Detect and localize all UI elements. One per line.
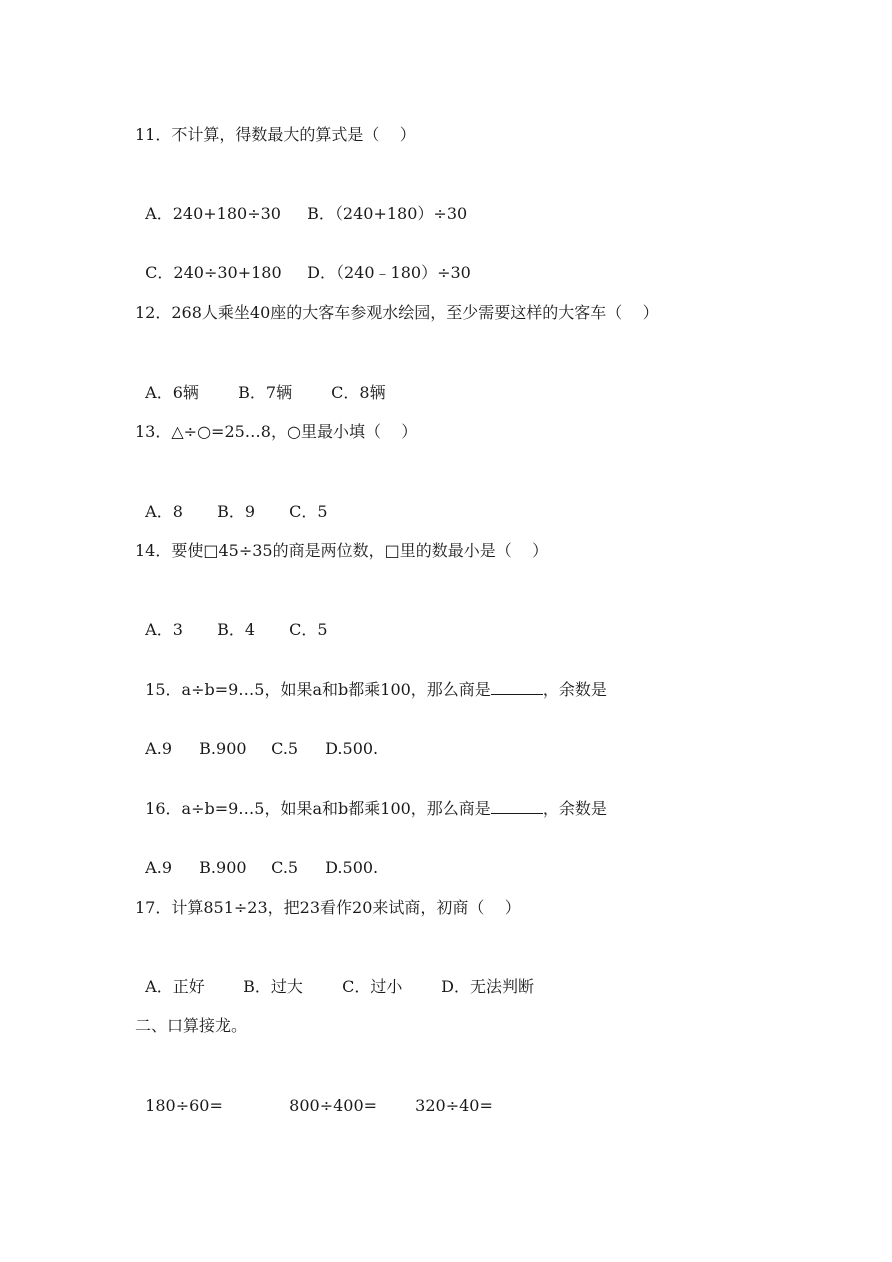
option-b: B．4 <box>217 620 256 639</box>
option-c: C．240÷30+180 <box>145 263 282 282</box>
question-13-options <box>135 482 328 521</box>
option-c: C．5 <box>289 620 328 639</box>
question-15-stem <box>135 660 607 699</box>
question-12-options <box>135 363 386 402</box>
option-a: A．6辆 <box>145 383 199 402</box>
oral-item: 180÷60= <box>145 1096 223 1115</box>
oral-item: 320÷40= <box>415 1096 493 1115</box>
answer-blank[interactable] <box>491 799 543 814</box>
question-14-options <box>135 600 328 639</box>
option-a: A．240+180÷30 <box>145 204 281 223</box>
question-13-stem: 13．△÷○=25…8，○里最小填（ ） <box>135 422 418 441</box>
question-11-options-row-2 <box>135 243 471 282</box>
question-11-options-row-1 <box>135 184 468 223</box>
option-a: A．8 <box>145 502 183 521</box>
oral-item: 800÷400= <box>289 1096 378 1115</box>
option-c: C．8辆 <box>331 383 386 402</box>
option-d: D．（240﹣180）÷30 <box>307 263 471 282</box>
option-d: D.500. <box>325 858 379 877</box>
option-b: B.900 <box>199 739 247 758</box>
question-12-stem: 12．268人乘坐40座的大客车参观水绘园，至少需要这样的大客车（ ） <box>135 303 659 322</box>
answer-blank[interactable] <box>491 680 543 695</box>
option-c: C.5 <box>271 858 299 877</box>
question-11-stem: 11．不计算，得数最大的算式是（ ） <box>135 125 416 144</box>
stem-text: 16．a÷b=9…5，如果a和b都乘100，那么商是 <box>145 799 491 818</box>
option-c: C．过小 <box>342 977 403 996</box>
option-b: B．9 <box>217 502 256 521</box>
stem-text-tail: ，余数是 <box>542 680 607 699</box>
option-c: C．5 <box>289 502 328 521</box>
option-b: B．（240+180）÷30 <box>307 204 468 223</box>
question-15-options <box>135 719 379 758</box>
option-b: B．7辆 <box>238 383 293 402</box>
section-2-heading: 二、口算接龙。 <box>135 1016 248 1035</box>
question-17-options <box>135 957 535 996</box>
option-a: A．3 <box>145 620 183 639</box>
option-b: B.900 <box>199 858 247 877</box>
option-b: B．过大 <box>243 977 303 996</box>
option-d: D.500. <box>325 739 379 758</box>
stem-text: 15．a÷b=9…5，如果a和b都乘100，那么商是 <box>145 680 491 699</box>
question-16-options <box>135 838 379 877</box>
question-17-stem: 17．计算851÷23，把23看作20来试商，初商（ ） <box>135 898 521 917</box>
option-a: A.9 <box>145 858 172 877</box>
oral-calc-row <box>135 1076 493 1115</box>
option-a: A.9 <box>145 739 172 758</box>
option-d: D．无法判断 <box>441 977 535 996</box>
question-14-stem: 14．要使□45÷35的商是两位数，□里的数最小是（ ） <box>135 541 549 560</box>
stem-text-tail: ，余数是 <box>542 799 607 818</box>
question-16-stem <box>135 779 607 818</box>
option-a: A．正好 <box>145 977 205 996</box>
option-c: C.5 <box>271 739 299 758</box>
